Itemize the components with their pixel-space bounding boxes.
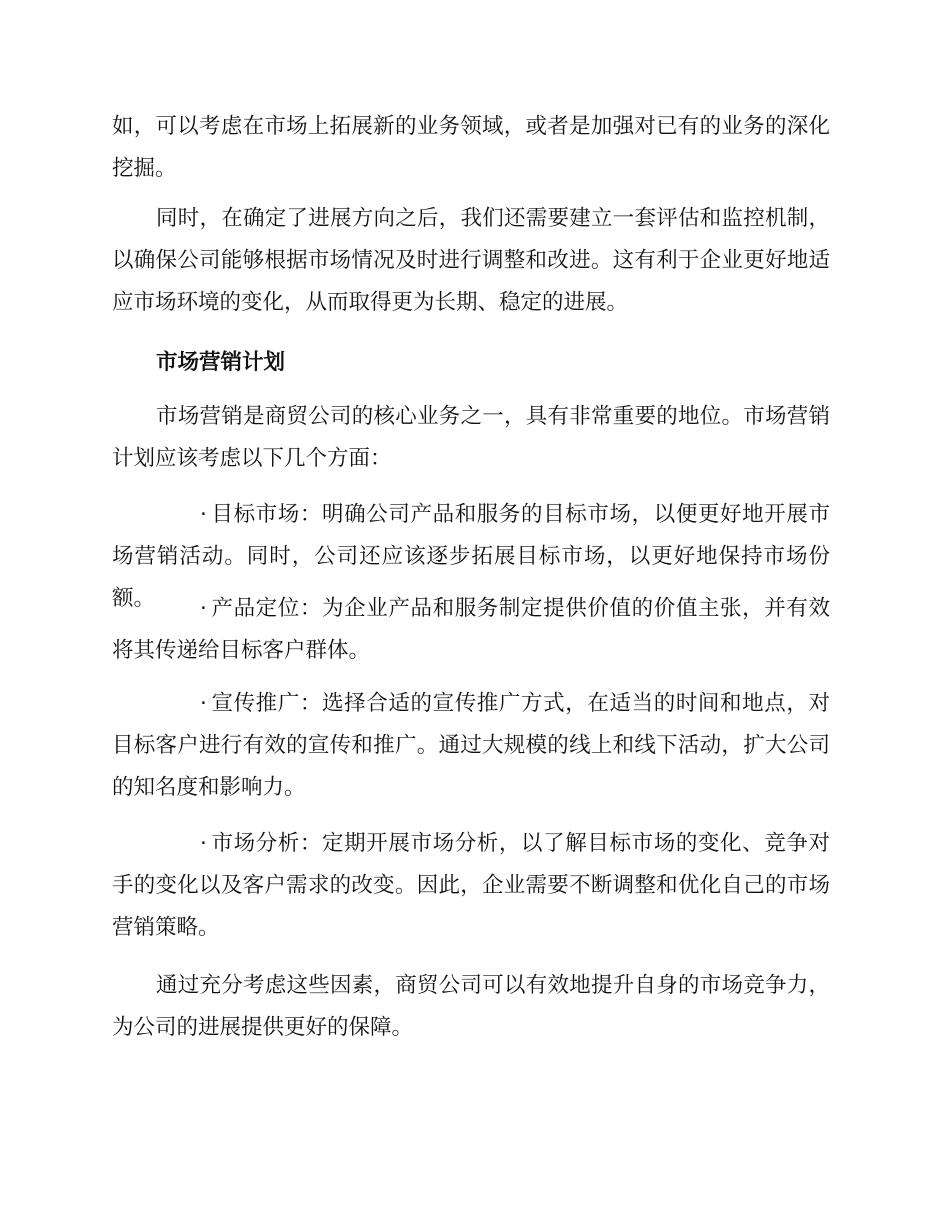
bullet-item-product-positioning xyxy=(112,588,830,672)
paragraph-conclusion: 通过充分考虑这些因素，商贸公司可以有效地提升自身的市场竞争力，为公司的进展提供更好的保障。 xyxy=(112,973,830,1040)
bullet-dot: · xyxy=(200,831,207,856)
bullet-text: 目标市场：明确公司产品和服务的目标市场，以便更好地开展市场营销活动。同时，公司还应该逐步拓展目标市场，以更好地保持市场份额。 xyxy=(112,502,830,611)
bullet-text: 产品定位：为企业产品和服务制定提供价值的价值主张，并有效将其传递给目标客户群体。 xyxy=(112,596,830,663)
paragraph-marketing-intro: 市场营销是商贸公司的核心业务之一，具有非常重要的地位。市场营销计划应该考虑以下几个方面： xyxy=(112,404,830,471)
bullet-item-market-analysis xyxy=(112,823,830,949)
bullet-dot: · xyxy=(200,691,207,716)
bullet-item-promotion xyxy=(112,683,830,809)
section-heading-marketing-plan: 市场营销计划 xyxy=(156,350,286,375)
bullet-text: 宣传推广：选择合适的宣传推广方式，在适当的时间和地点，对目标客户进行有效的宣传和推广。通过大规模的线上和线下活动，扩大公司的知名度和影响力。 xyxy=(112,691,830,800)
bullet-dot: · xyxy=(200,596,207,621)
paragraph-continuation: 如，可以考虑在市场上拓展新的业务领域，或者是加强对已有的业务的深化挖掘。 xyxy=(112,114,830,181)
bullet-dot: · xyxy=(200,502,207,527)
paragraph-evaluation: 同时，在确定了进展方向之后，我们还需要建立一套评估和监控机制，以确保公司能够根据市场情况及时进行调整和改进。这有利于企业更好地适应市场环境的变化，从而取得更为长期、稳定的进展。 xyxy=(112,206,830,315)
bullet-text: 市场分析：定期开展市场分析，以了解目标市场的变化、竞争对手的变化以及客户需求的改变。因此，企业需要不断调整和优化自己的市场营销策略。 xyxy=(112,831,830,940)
